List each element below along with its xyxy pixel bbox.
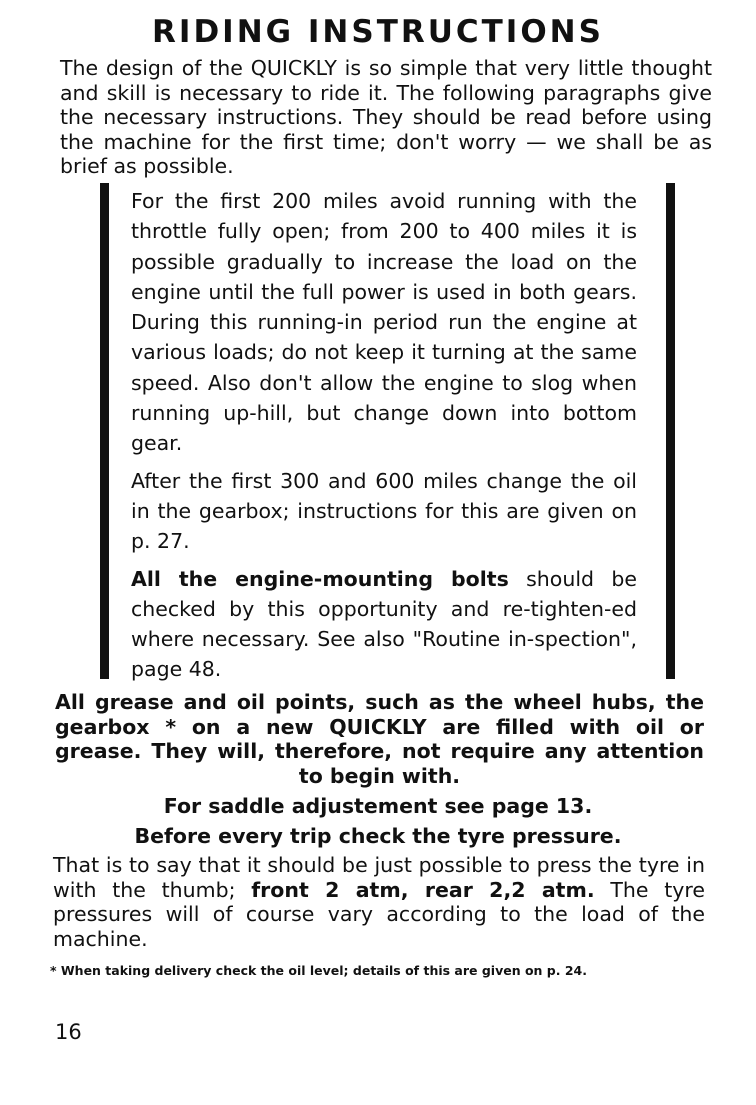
running-in-paragraph: For the first 200 miles avoid running with the throttle fully open; from 200 to 400 miles it is possible gradually to increase the load on the engine until the full power is used in both gears. During this running-in period run the engine at various loads; do not keep it turning at the same speed. Also don't allow the engine to slog when running up-hill, but change down into bottom gear. xyxy=(131,189,637,456)
oil-change-paragraph: After the first 300 and 600 miles change the oil in the gearbox; instructions for this are given on p. 27. xyxy=(131,468,637,554)
intro-paragraph: The design of the QUICKLY is so simple that very little thought and skill is necessary to ride it. The following paragraphs give the necessary instructions. They should be read before using the machine for the first time; don't worry — we shall be as brief as possible. xyxy=(60,56,712,178)
tyre-text-part2: The tyre pressures will of course vary according to the load of the machine. xyxy=(53,877,705,951)
tyre-text-part1: That is to say that it should be just possible to press the tyre in with the thumb; xyxy=(53,853,705,902)
bolts-emphasis: All the engine-mounting bolts xyxy=(131,566,509,591)
running-in-box xyxy=(100,183,675,682)
footnote: * When taking delivery check the oil level; details of this are given on p. 24. xyxy=(50,963,587,978)
left-bar xyxy=(100,183,109,679)
page-title: RIDING INSTRUCTIONS xyxy=(152,14,604,50)
tyre-pressure-values: front 2 atm, rear 2,2 atm. xyxy=(251,877,595,902)
grease-note: All grease and oil points, such as the wheel hubs, the gearbox * on a new QUICKLY are filled with oil or grease. They will, therefore, not require any attention to begin with. xyxy=(55,690,704,788)
bolts-text: should be checked by this opportunity and re-tighten-ed where necessary. See also "Routine in-spection", page 48. xyxy=(131,566,637,682)
bolts-paragraph xyxy=(131,564,637,685)
saddle-note: For saddle adjustement see page 13. xyxy=(163,794,593,818)
tyre-paragraph xyxy=(53,853,705,951)
right-bar xyxy=(666,183,675,679)
running-in-text xyxy=(131,186,637,692)
page-number: 16 xyxy=(55,1020,82,1044)
tyre-heading: Before every trip check the tyre pressure. xyxy=(134,824,622,848)
